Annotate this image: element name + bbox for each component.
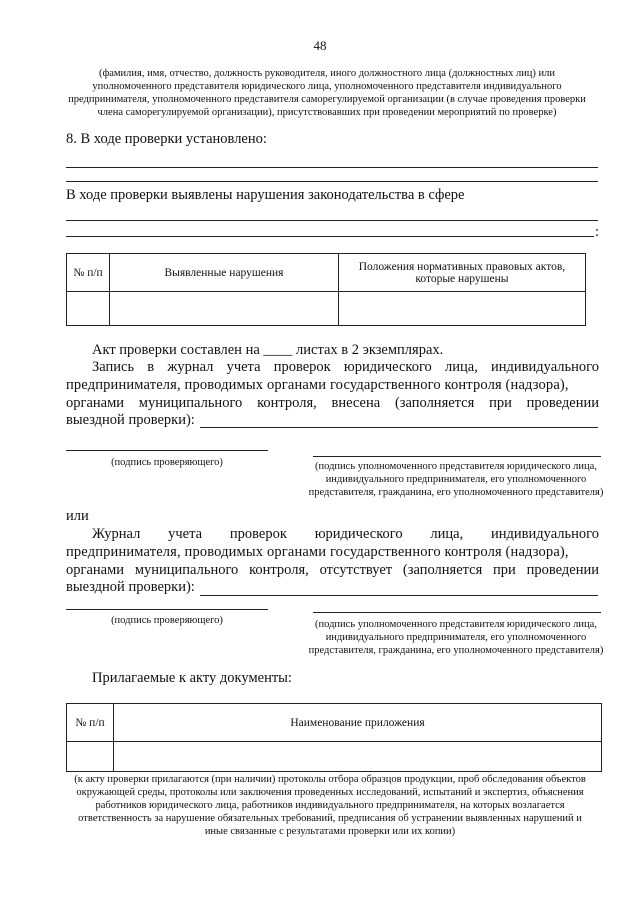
word: в bbox=[147, 359, 155, 375]
table-header-number: № п/п bbox=[67, 254, 110, 292]
representative-signature-caption: (подпись уполномоченного представителя юридического лица, индивидуального предпринимателя, его уполномоченного представителя, гражданина, его уполномоченного представителя) bbox=[308, 461, 604, 498]
journal-entry-line-3 bbox=[66, 395, 599, 412]
word: лица, bbox=[445, 359, 478, 375]
signature-line-representative bbox=[313, 456, 601, 457]
table-header-acts: Положения нормативных правовых актов, которые нарушены bbox=[338, 254, 585, 292]
word: органами bbox=[66, 395, 125, 411]
fill-line bbox=[66, 236, 594, 237]
word: проверок bbox=[229, 526, 287, 542]
representative-signature-caption: (подпись уполномоченного представителя юридического лица, индивидуального предпринимателя, его уполномоченного представителя, гражданина, его уполномоченного представителя) bbox=[308, 619, 604, 656]
word: внесена bbox=[331, 395, 381, 411]
act-sheets-text: Акт проверки составлен на ____ листах в 2 экземплярах. bbox=[92, 342, 444, 358]
word: индивидуального bbox=[491, 526, 599, 542]
journal-entry-line-4: выездной проверки): bbox=[66, 412, 195, 428]
violations-table bbox=[66, 253, 586, 326]
word: муниципального bbox=[134, 562, 239, 578]
inspector-signature-caption: (подпись проверяющего) bbox=[111, 615, 223, 626]
word: контроля, bbox=[249, 562, 309, 578]
page-number: 48 bbox=[313, 38, 327, 53]
journal-absent-line-4: выездной проверки): bbox=[66, 579, 195, 595]
word: юридического bbox=[343, 359, 432, 375]
table-cell bbox=[114, 742, 602, 772]
word: проведении bbox=[526, 395, 599, 411]
word: при bbox=[489, 395, 512, 411]
or-text: или bbox=[66, 508, 89, 524]
word: контроля, bbox=[257, 395, 317, 411]
table-header-violations: Выявленные нарушения bbox=[110, 254, 339, 292]
violations-colon: : bbox=[595, 224, 600, 240]
word: проверок bbox=[273, 359, 331, 375]
fill-line bbox=[200, 427, 598, 428]
word: отсутствует bbox=[319, 562, 393, 578]
word: при bbox=[493, 562, 516, 578]
word: Журнал bbox=[92, 526, 141, 542]
attachments-footnote: (к акту проверки прилагаются (при наличии) протоколы отбора образцов продукции, проб обследования объектов окружающей среды, протоколы или заключения проведенных исследований, испытаний и экспертиз, объяснения работников юридического лица, работников индивидуального предпринимателя, на которых возлагается ответственность за нарушение обязательных требований, предписания об устранении выявленных нарушений и иные связанные с результатами проверки или их копии) bbox=[74, 774, 586, 837]
table-cell bbox=[338, 292, 585, 326]
inspector-signature-caption: (подпись проверяющего) bbox=[111, 457, 223, 468]
fill-line bbox=[66, 167, 598, 168]
word: (заполняется bbox=[394, 395, 475, 411]
journal-entry-line-2: предпринимателя, проводимых органами государственного контроля (надзора), bbox=[66, 377, 569, 393]
participants-caption: (фамилия, имя, отчество, должность руководителя, иного должностного лица (должностных лиц) или уполномоченного представителя юридического лица, уполномоченного представителя индивидуального предпринимателя, уполномоченного представителя саморегулируемой организации (в случае проведения проверки члена саморегулируемой организации), присутствовавших при проведении мероприятий по проверке) bbox=[68, 68, 586, 118]
word: (заполняется bbox=[402, 562, 483, 578]
fill-line bbox=[200, 595, 598, 596]
table-header-number: № п/п bbox=[67, 704, 114, 742]
fill-line bbox=[66, 220, 598, 221]
attachments-table bbox=[66, 703, 602, 772]
table-cell bbox=[67, 292, 110, 326]
journal-absent-line-3 bbox=[66, 562, 599, 579]
word: журнал bbox=[167, 359, 214, 375]
signature-line-inspector bbox=[66, 450, 268, 451]
word: учета bbox=[226, 359, 261, 375]
journal-absent-line-2: предпринимателя, проводимых органами государственного контроля (надзора), bbox=[66, 544, 569, 560]
signature-line-inspector bbox=[66, 609, 268, 610]
word: муниципального bbox=[138, 395, 243, 411]
attachments-heading: Прилагаемые к акту документы: bbox=[92, 670, 292, 686]
signature-line-representative bbox=[313, 612, 601, 613]
word: юридического bbox=[314, 526, 403, 542]
word: органами bbox=[66, 562, 125, 578]
section-8-heading: 8. В ходе проверки установлено: bbox=[66, 131, 267, 147]
word: Запись bbox=[92, 359, 135, 375]
journal-entry-line-1 bbox=[92, 359, 599, 376]
table-cell bbox=[110, 292, 339, 326]
journal-absent-line-1 bbox=[92, 526, 599, 543]
fill-line bbox=[66, 181, 598, 182]
word: индивидуального bbox=[491, 359, 599, 375]
word: учета bbox=[168, 526, 203, 542]
word: лица, bbox=[430, 526, 464, 542]
table-header-attachment-name: Наименование приложения bbox=[114, 704, 602, 742]
word: проведении bbox=[526, 562, 599, 578]
table-cell bbox=[67, 742, 114, 772]
violations-heading: В ходе проверки выявлены нарушения законодательства в сфере bbox=[66, 187, 465, 203]
